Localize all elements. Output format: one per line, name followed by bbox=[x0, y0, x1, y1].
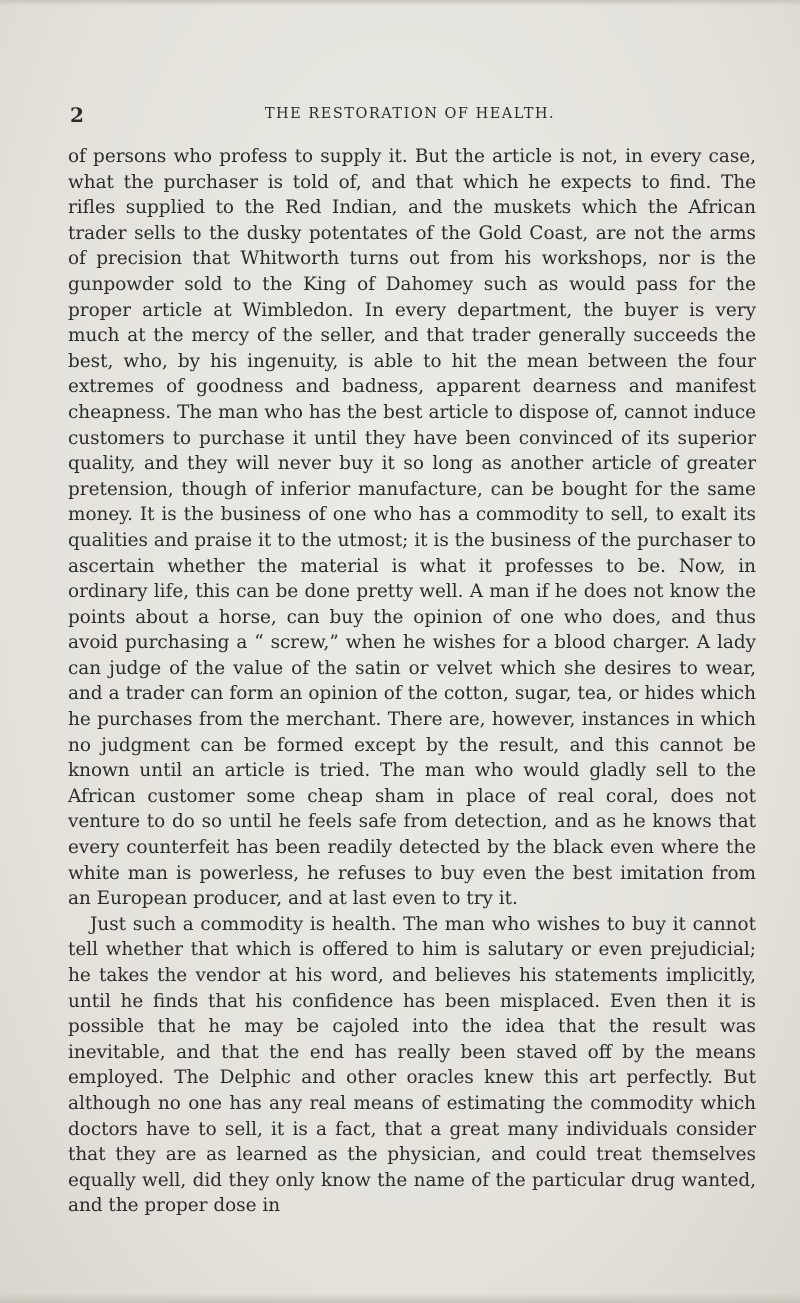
page-bottom-edge-shadow bbox=[0, 1293, 800, 1303]
page-number: 2 bbox=[70, 103, 84, 127]
page-top-edge-shadow bbox=[0, 0, 800, 6]
body-text bbox=[68, 144, 756, 1219]
running-title: THE RESTORATION OF HEALTH. bbox=[264, 106, 556, 122]
paragraph-2: Just such a commodity is health. The man who wishes to buy it cannot tell whether that which is offered to him is salutary or even prejudicial; he takes the vendor at his word, and believes his statements implicitly, until he finds that his confidence has been misplaced. Even then it is possible that he may be cajoled into the idea that the result was inevitable, and that the end has really been staved off by the means employed. The Delphic and other oracles knew this art perfectly. But although no one has any real means of estimating the commodity which doctors have to sell, it is a fact, that a great many individuals consider that they are as learned as the physician, and could treat themselves equally well, did they only know the name of the particular drug wanted, and the proper dose in bbox=[68, 913, 756, 1217]
paragraph-1: of persons who profess to supply it. But the article is not, in every case, what the purchaser is told of, and that which he expects to find. The rifles supplied to the Red Indian, and the muskets which the African trader sells to the dusky potentates of the Gold Coast, are not the arms of precision that Whitworth turns out from his workshops, nor is the gunpowder sold to the King of Dahomey such as would pass for the proper article at Wimbledon. In every department, the buyer is very much at the mercy of the seller, and that trader generally succeeds the best, who, by his ingenuity, is able to hit the mean between the four extremes of goodness and badness, apparent dearness and manifest cheapness. The man who has the best article to dispose of, cannot induce customers to purchase it until they have been convinced of its superior quality, and they will never buy it so long as another article of greater pretension, though of inferior manufacture, can be bought for the same money. It is the business of one who has a commodity to sell, to exalt its qualities and praise it to the utmost; it is the business of the purchaser to ascertain whether the material is what it professes to be. Now, in ordinary life, this can be done pretty well. A man if he does not know the points about a horse, can buy the opinion of one who does, and thus avoid purchasing a “ screw,” when he wishes for a blood charger. A lady can judge of the value of the satin or velvet which she desires to wear, and a trader can form an opinion of the cotton, sugar, tea, or hides which he purchases from the merchant. There are, however, instances in which no judgment can be formed except by the result, and this cannot be known until an article is tried. The man who would gladly sell to the African customer some cheap sham in place of real coral, does not venture to do so until he feels safe from detection, and as he knows that every counterfeit has been readily detected by the black even where the white man is powerless, he refuses to buy even the best imitation from an European producer, and at last even to try it. bbox=[68, 146, 756, 910]
page-header bbox=[70, 103, 750, 133]
